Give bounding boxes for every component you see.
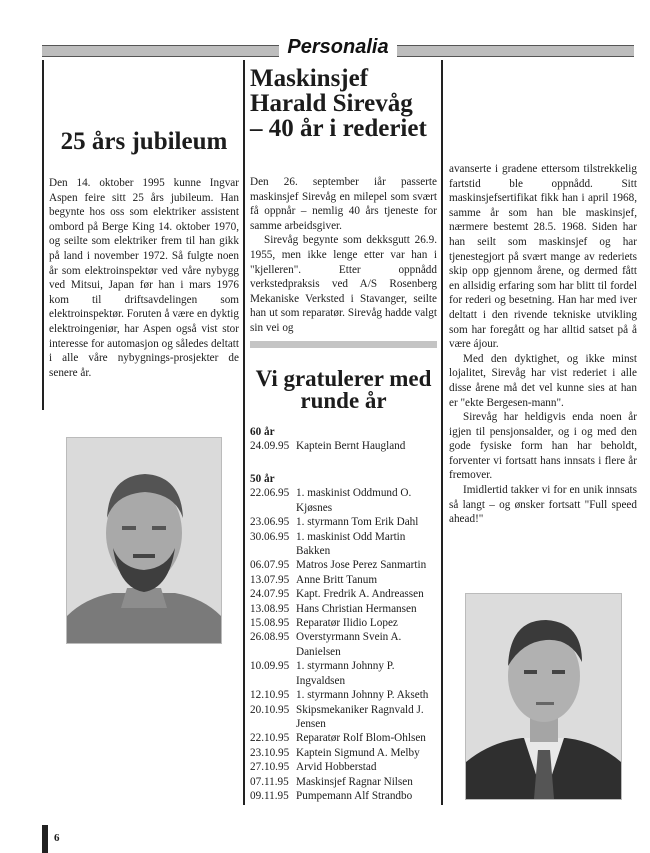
birthday-name: Maskinsjef Ragnar Nilsen xyxy=(296,775,413,788)
birthday-date: 13.07.95 xyxy=(250,573,290,586)
jubileum-body: Den 14. oktober 1995 kunne Ingvar Aspen feire sitt 25 års jubileum. Han begynte hos oss som elektriker assistent ombord på Berge King 14. oktober 1970, og seilte som elektriker frem til han gikk på land i november 1972. Så fulgte noen år som elektroinspektør ved våre nybygg ved Mitsui, Japan før han i mars 1976 kom til driftsavdelingen som elektroinspektør. Foruten å være en dyktig elektroingeniør, har Aspen også vist stor interesse for automasjon og således deltatt i alle våre nybygnings-prosjekter de senere år. xyxy=(49,177,239,379)
birthday-date: 26.08.95 xyxy=(250,631,290,644)
sirevag-heading-line1: Maskinsjef xyxy=(250,65,369,92)
birthday-row xyxy=(250,659,437,688)
sirevag-heading xyxy=(250,66,437,141)
birthday-row xyxy=(250,558,437,572)
birthday-row xyxy=(250,731,437,745)
birthday-row xyxy=(250,573,437,587)
birthday-name: Skipsmekaniker Ragnvald J. Jensen xyxy=(296,703,424,730)
page-marker xyxy=(42,825,48,853)
birthday-date: 07.11.95 xyxy=(250,775,289,788)
birthday-date: 22.10.95 xyxy=(250,732,290,745)
birthday-date: 12.10.95 xyxy=(250,689,290,702)
sirevag-heading-line2: Harald Sirevåg xyxy=(250,90,413,117)
birthday-name: Kaptein Bernt Haugland xyxy=(296,440,406,453)
birthday-name: Matros Jose Perez Sanmartin xyxy=(296,559,427,572)
sirevag-paragraph-3: avanserte i gradene ettersom tilstrekkelig fartstid ble oppnådd. Sitt maskinsjefsertifikat fikk han i april 1968, samme år som han ble maskinsjef, nærmere bestemt 28.5. 1968. Siden har han seilt som maskinsjef og har tjenestegjort på svært mange av rederiets skip opp gjennom årene, og dermed fått en allsidig erfaring som har blitt til fordel for rederi og besetning. Han har med iver deltatt i den rivende tekniske utvikling som har foregått og har alltid satset på å være ájour. xyxy=(449,163,637,351)
birthday-date: 24.09.95 xyxy=(250,440,290,453)
birthday-name: Reparatør Ilidio Lopez xyxy=(296,617,398,630)
group-50-label: 50 år xyxy=(250,473,275,485)
birthday-date: 30.06.95 xyxy=(250,530,290,543)
birthday-name: 1. maskinist Odd Martin Bakken xyxy=(296,530,406,558)
section-header xyxy=(42,36,634,60)
birthday-row xyxy=(250,587,437,601)
sirevag-paragraph-5: Sirevåg har heldigvis enda noen år igjen til pensjonsalder, og i og med den gode fysiske form han har beholdt, forventer vi fortsatt hans innsats i flere år fremover. xyxy=(449,411,637,482)
birthday-row xyxy=(250,688,437,702)
birthday-row xyxy=(250,602,437,616)
sirevag-paragraph-6: Imidlertid takker vi for en unik innsats så langt – og ønsker fortsatt "Full speed ahead!" xyxy=(449,484,637,526)
birthday-name: 1. styrmann Johnny P. Akseth xyxy=(296,689,429,702)
birthday-name: Kapt. Fredrik A. Andreassen xyxy=(296,588,424,601)
birthday-row xyxy=(250,616,437,630)
birthday-date: 06.07.95 xyxy=(250,559,290,572)
gratulerer-heading-line1: Vi gratulerer med xyxy=(255,366,432,391)
birthday-name: Anne Britt Tanum xyxy=(296,573,378,586)
birthday-name: 1. styrmann Johnny P. Ingvaldsen xyxy=(296,660,395,687)
birthday-row xyxy=(250,515,437,529)
birthday-date: 15.08.95 xyxy=(250,617,290,630)
birthday-row xyxy=(250,746,437,760)
portrait-photo-aspen xyxy=(66,437,222,644)
birthday-date: 10.09.95 xyxy=(250,660,290,673)
column-rule-middle xyxy=(243,60,245,805)
birthday-row xyxy=(250,775,437,789)
birthday-date: 23.06.95 xyxy=(250,516,290,529)
birthday-row xyxy=(250,530,437,559)
section-title: Personalia xyxy=(279,36,396,58)
birthday-date: 22.06.95 xyxy=(250,487,290,500)
sirevag-article-part1 xyxy=(250,175,437,336)
birthday-name: 1. maskinist Oddmund O. Kjøsnes xyxy=(296,487,412,514)
gratulerer-heading xyxy=(250,368,437,412)
page-number: 6 xyxy=(54,832,60,844)
birthday-list-50-rows xyxy=(250,486,437,803)
birthday-name: Hans Christian Hermansen xyxy=(296,602,417,615)
birthday-row xyxy=(250,630,437,659)
column-rule-right xyxy=(441,60,443,805)
jubileum-heading: 25 års jubileum xyxy=(60,128,228,155)
portrait-sirevag-image xyxy=(466,594,621,799)
birthday-date: 27.10.95 xyxy=(250,761,290,774)
jubileum-article xyxy=(49,176,239,380)
birthday-name: Overstyrmann Svein A. Danielsen xyxy=(296,631,402,658)
sirevag-paragraph-1: Den 26. september iår passerte maskinsjef Sirevåg en milepel som svært få oppnår – nemlig 40 års tjeneste for samme arbeidsgiver. xyxy=(250,176,437,232)
birthday-date: 09.11.95 xyxy=(250,789,289,802)
group-60-label: 60 år xyxy=(250,426,275,438)
birthday-date: 20.10.95 xyxy=(250,703,290,716)
birthday-date: 24.07.95 xyxy=(250,588,290,601)
sirevag-article-part2 xyxy=(449,162,637,527)
birthday-row xyxy=(250,760,437,774)
birthday-row xyxy=(250,486,437,515)
portrait-aspen-image xyxy=(67,438,221,643)
sirevag-heading-line3: – 40 år i rederiet xyxy=(250,115,427,142)
portrait-photo-sirevag xyxy=(465,593,622,800)
sirevag-paragraph-2: Sirevåg begynte som dekksgutt 26.9. 1955, men ikke lenge etter var han i "kjelleren". Etter oppnådd verkstedpraksis ved A/S Rosenberg Mekaniske Verksted i Stavanger, seilte han ut som reparatør. Sirevåg hadde valgt sin vei og xyxy=(250,234,437,334)
birthday-date: 23.10.95 xyxy=(250,746,290,759)
birthday-date: 13.08.95 xyxy=(250,602,290,615)
birthday-name: 1. styrmann Tom Erik Dahl xyxy=(296,516,419,529)
gratulerer-heading-line2: runde år xyxy=(300,388,387,413)
birthday-name: Pumpemann Alf Strandbo xyxy=(296,789,413,802)
sirevag-paragraph-4: Med den dyktighet, og ikke minst lojalitet, Sirevåg har vist rederiet i alle disse årene må det vel kunne sies at han er "ekte Bergesen-mann". xyxy=(449,352,637,409)
birthday-name: Arvid Hobberstad xyxy=(296,761,377,774)
section-divider xyxy=(250,341,437,348)
column-rule-left xyxy=(42,60,44,410)
birthday-list-60 xyxy=(250,425,437,454)
birthday-row xyxy=(250,789,437,803)
birthday-name: Kaptein Sigmund A. Melby xyxy=(296,746,420,759)
birthday-row xyxy=(250,703,437,732)
birthday-row xyxy=(250,439,437,453)
birthday-name: Reparatør Rolf Blom-Ohlsen xyxy=(296,732,426,745)
birthday-list-50 xyxy=(250,472,437,803)
